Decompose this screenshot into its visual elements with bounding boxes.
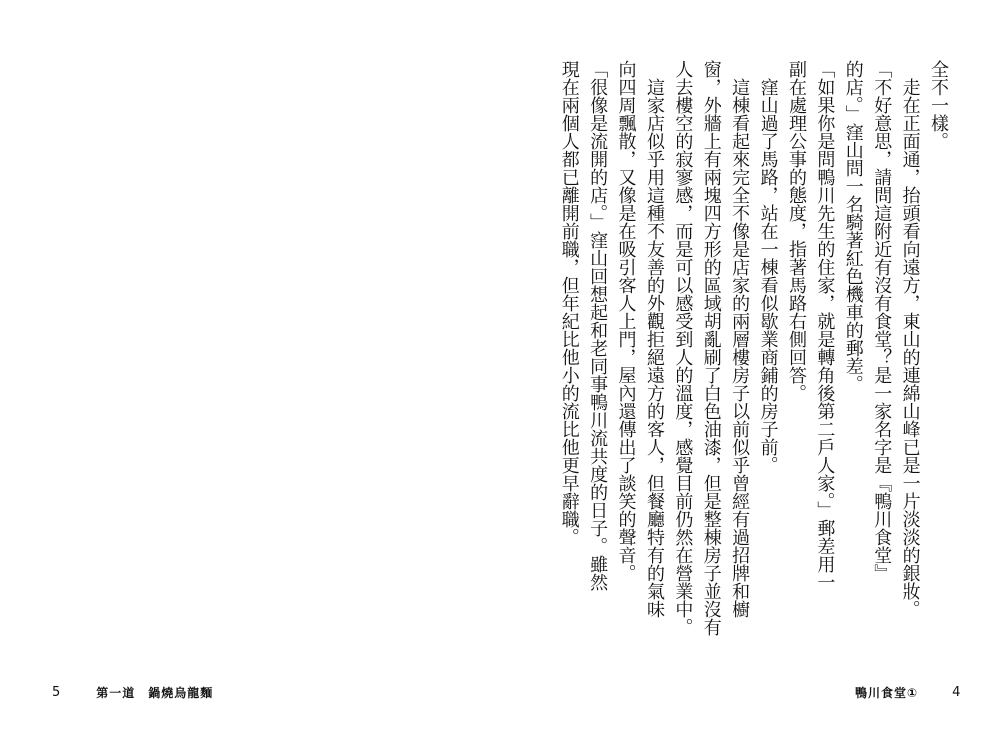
page-number: 4	[952, 685, 961, 700]
text-column: 全不一樣。	[928, 60, 949, 150]
text-column: 「如果你是問鴨川先生的住家，就是轉角後第二戶人家。」郵差用一	[814, 60, 836, 591]
book-title: 鴨川食堂①	[855, 686, 919, 700]
text-column: 副在處理公事的態度，指著馬路右側回答。	[785, 60, 807, 402]
text-column: 的店。」窪山問一名騎著紅色機車的郵差。	[842, 60, 864, 393]
text-column: 現在兩個人都已離開前職，但年紀比他小的流比他更早辭職。	[558, 60, 580, 546]
text-column: 人去樓空的寂寥感，而是可以感受到人的溫度，感覺目前仍然在營業中。	[672, 60, 694, 636]
text-column: 窗，外牆上有兩塊四方形的區域胡亂刷了白色油漆，但是整棟房子並沒有	[700, 60, 722, 636]
chapter-title: 第一道 鍋燒烏龍麵	[96, 686, 214, 700]
right-page-footer	[855, 684, 960, 701]
text-column: 向四周飄散，又像是在吸引客人上門，屋內還傳出了談笑的聲音。	[615, 60, 637, 582]
text-column: 「不好意思，請問這附近有沒有食堂？是一家名字是『鴨川食堂』	[871, 60, 893, 582]
text-column: 這棟看起來完全不像是店家的兩層樓房子以前似乎曾經有過招牌和櫥	[729, 60, 751, 618]
text-column: 走在正面通，抬頭看向遠方，東山的連綿山峰已是一片淡淡的銀妝。	[899, 60, 921, 618]
right-page-body-text	[552, 60, 952, 640]
page-number: 5	[52, 685, 61, 700]
text-column: 「很像是流開的店。」窪山回想起和老同事鴨川流共度的日子。雖然	[587, 60, 609, 591]
text-column: 窪山過了馬路，站在一棟看似歇業商鋪的房子前。	[757, 60, 779, 474]
text-column: 這家店似乎用這種不友善的外觀拒絕遠方的客人，但餐廳特有的氣味	[643, 60, 665, 618]
